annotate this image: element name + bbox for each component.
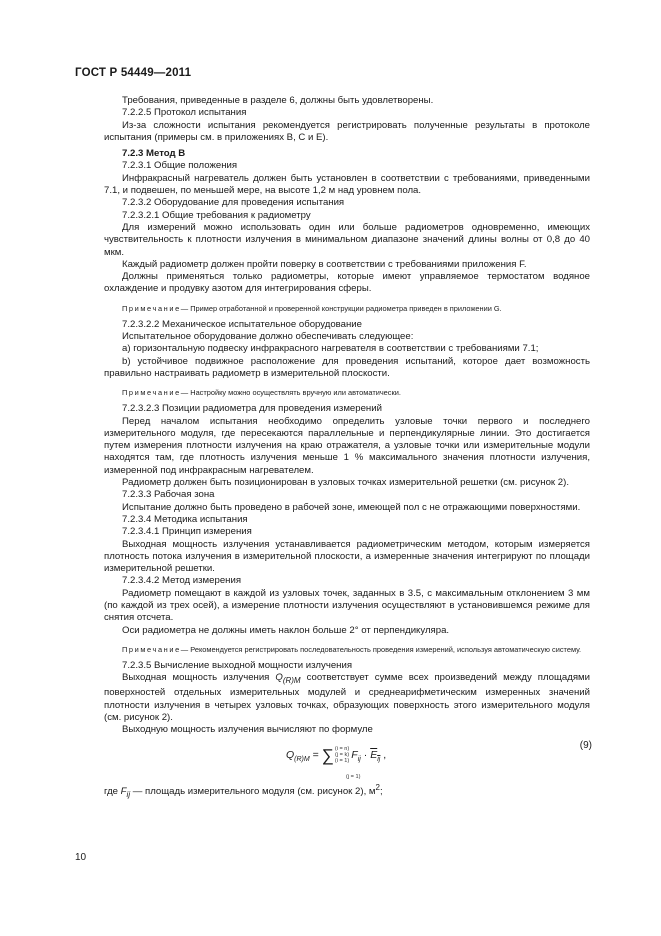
note-text: — Пример отработанной и проверенной конструкции радиометра приведен в приложении G. [180,303,502,313]
paragraph: Испытательное оборудование должно обеспечивать следующее: [122,331,414,343]
subsection-heading: 7.2.3.2.2 Механическое испытательное оборудование [122,318,362,330]
note-text: — Рекомендуется регистрировать последовательность проведения измерений, используя автоматическую систему. [180,644,582,654]
document-header: ГОСТ Р 54449—2011 [75,67,192,79]
subsection-heading: 7.2.3.2.3 Позиции радиометра для проведения измерений [122,403,382,415]
formula-tail: , [380,748,387,761]
exponent: 2 [375,782,380,792]
formula-where-clause [104,782,590,801]
paragraph [104,672,590,724]
note [104,303,590,314]
document-body [104,95,590,801]
text-run: где [104,785,121,797]
paragraph: Инфракрасный нагреватель должен быть установлен в соответствии с требованиями, приведенными 7.1, и подвешен, по меньшей мере, на высоте 1,2 м над уровнем пола. [104,172,590,197]
equation-number: (9) [579,739,592,751]
paragraph: Оси радиометра не должны иметь наклон больше 2° от перпендикуляра. [122,624,450,636]
formula [286,745,387,780]
formula-dot: · [360,748,371,761]
paragraph: Перед началом испытания необходимо определить узловые точки первого и последнего измерительного модуля, где пересекаются параллельные и перпендикулярные линии. Это достигается путем измерения плотности излучения на краю отражателя, а узловые точки или измерительные модули находятся там, где плотность излучения меньше 1 % максимального значения плотности излучения, измеренной под инфракрасным нагревателем. [104,415,590,476]
subsection-heading: 7.2.3.3 Рабочая зона [122,489,215,501]
paragraph: Выходная мощность излучения устанавливается радиометрическим методом, которым измеряется плотность потока излучения в измерительной плоскости, а измеренные значения интегрируют по площади измерительной решетки. [104,538,590,575]
limit: (j = k) [334,751,350,758]
text-run: ; [379,785,383,797]
symbol-subscript: ij [126,789,131,799]
summation-limits [335,746,349,764]
note-label: Примечание [122,388,181,398]
subsection-heading: 7.2.3.1 Общие положения [122,160,238,172]
subsection-heading: 7.2.3.5 Вычисление выходной мощности излучения [122,659,353,671]
paragraph: Требования, приведенные в разделе 6, должны быть удовлетворены. [122,95,434,106]
paragraph: Выходную мощность излучения вычисляют по формуле [122,724,373,736]
symbol-subscript: (R)M [282,676,301,686]
subsection-heading: 7.2.3.2 Оборудование для проведения испытания [122,197,345,209]
subsection-heading: 7.2.3.4.2 Метод измерения [122,575,242,587]
symbol: F [120,785,127,797]
paragraph: Радиометр должен быть позиционирован в узловых точках измерительной решетки (см. рисунок 2). [122,477,569,489]
paragraph: Для измерений можно использовать один или больше радиометров одновременно, имеющих чувствительность к плотности излучения в минимальном диапазоне значений длины волны от 0,8 до 40 мкм. [104,221,590,258]
paragraph: Каждый радиометр должен пройти поверку в соответствии с требованиями приложения F. [122,258,527,270]
subsection-heading: 7.2.3.2.1 Общие требования к радиометру [122,209,311,221]
list-item: b) устойчивое подвижное расположение для проведения испытаний, которое дает возможность правильно настраивать радиометр в измерительной плоскости. [104,355,590,379]
formula-lhs: Q [286,748,295,761]
text-run: соответствует сумме всех произведений между площадями поверхностей отдельных измерительных модулей и среднеарифметическим измеренных значений плотности излучения в четырех узловых точках, образующих поверхность этого измерительного модуля (см. рисунок 2). [104,672,590,723]
list-item: a) горизонтальную подвеску инфракрасного нагревателя в соответствии с требованиями 7.1; [122,343,539,355]
paragraph: Из-за сложности испытания рекомендуется регистрировать полученные результаты в протоколе испытания (примеры см. в приложениях В, С и Е). [104,119,590,143]
note-label: Примечание [122,303,181,313]
page-number: 10 [75,852,87,863]
limit: (i = n) [334,745,350,752]
subsection-heading: 7.2.3.4.1 Принцип измерения [122,526,252,538]
paragraph: Радиометр помещают в каждой из узловых точек, заданных в 3.5, с максимальным отклонением 3 мм (по каждой из трех осей), а измерение плотности излучения осуществляют в установившемся режиме для снятия отсчета. [104,587,590,624]
text-run: Выходная мощность излучения [122,672,276,684]
summation-icon: ∑ [321,745,334,765]
formula-equals: = [309,748,322,761]
note-label: Примечание [122,644,181,654]
text-run: — площадь измерительного модуля (см. рисунок 2), м [130,785,376,797]
formula-block [104,740,590,780]
paragraph: Должны применяться только радиометры, которые имеют управляемое термостатом водяное охлаждение и продувку азотом для интегрирования сферы. [104,271,590,295]
formula-term-f-subscript: ij [357,755,361,763]
section-heading: 7.2.3 Метод В [122,148,186,160]
symbol: Q [275,672,283,684]
limit: (i = 1) [334,757,350,764]
formula-term-e-subscript: ij [377,755,381,763]
subsection-heading: 7.2.2.5 Протокол испытания [122,107,247,119]
note [104,644,590,655]
note [104,387,590,398]
note-text: — Настройку можно осуществлять вручную или автоматически. [180,388,401,398]
formula-term-f: F [351,748,358,761]
formula-lhs-subscript: (R)M [294,755,310,763]
summation-limit-bottom: (j = 1) [346,773,361,780]
subsection-heading: 7.2.3.4 Методика испытания [122,513,248,525]
paragraph: Испытание должно быть проведено в рабочей зоне, имеющей пол с не отражающими поверхностями. [122,501,581,513]
formula-term-e: $\overline{E}$ [370,748,378,761]
